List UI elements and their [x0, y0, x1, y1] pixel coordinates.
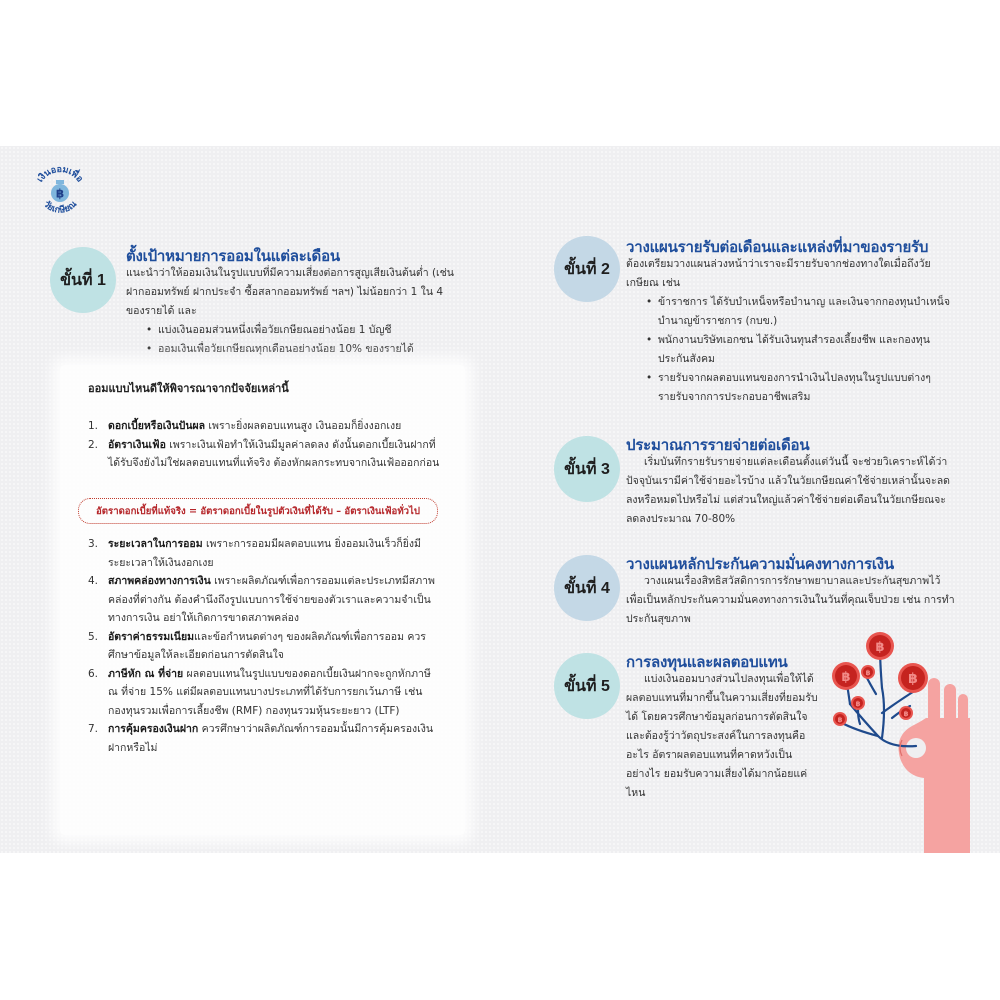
- step-1-body: [126, 264, 456, 359]
- step-2-bullet: • ข้าราชการ ได้รับบำเหน็จหรือบำนาญ และเงินจากกองทุนบำเหน็จบำนาญข้าราชการ (กบข.): [646, 293, 956, 331]
- step-3-badge-label: ขั้นที่ 3: [564, 460, 610, 478]
- svg-text:฿: ฿: [903, 710, 909, 718]
- factor-item: [88, 720, 440, 757]
- step-3-title: ประมาณการรายจ่ายต่อเดือน: [626, 436, 810, 454]
- step-5-body: แบ่งเงินออมบางส่วนไปลงทุนเพื่อให้ได้ผลตอบแทนที่มากขึ้นในความเสี่ยงที่ยอมรับได้ โดยควรศึกษาข้อมูลก่อนการตัดสินใจและต้องรู้ว่าวัตถุประสงค์ในการลงทุนคืออะไร อัตราผลตอบแทนที่คาดหวังเป็นอย่างไร ยอมรับความเสี่ยงได้มากน้อยแค่ไหน: [626, 673, 818, 799]
- baht-coin-icon: [898, 663, 928, 693]
- step-2-bullet: • รายรับจากผลตอบแทนของการนำเงินไปลงทุนในรูปแบบต่างๆ รายรับจากการประกอบอาชีพเสริม: [646, 369, 956, 407]
- step-1-badge-label: ขั้นที่ 1: [60, 271, 106, 289]
- svg-text:฿: ฿: [837, 716, 843, 724]
- baht-coin-icon: [833, 712, 847, 726]
- step-4-body: วางแผนเรื่องสิทธิสวัสดิการการรักษาพยาบาลและประกันสุขภาพไว้เพื่อเป็นหลักประกันความมั่นคงทางการเงินในวันที่คุณเจ็บป่วย เช่น การทำประกันสุขภาพ: [626, 575, 955, 625]
- hand: [899, 678, 971, 853]
- factor-item: [88, 417, 440, 436]
- factors-list-a: [88, 417, 440, 473]
- logo-top-text: เงินออมเพื่อ: [35, 164, 85, 185]
- factor-text: เพราะยิ่งผลตอบแทนสูง เงินออมก็ยิ่งงอกเงย: [205, 420, 402, 432]
- svg-text:฿: ฿: [855, 700, 861, 708]
- step-2-title: วางแผนรายรับต่อเดือนและแหล่งที่มาของรายรับ: [626, 238, 929, 256]
- factor-number: 7.: [88, 723, 99, 735]
- baht-coin-icon: [861, 665, 875, 679]
- step-2-badge: [554, 236, 620, 302]
- baht-coin-icon: [866, 632, 894, 660]
- factor-item: [88, 436, 440, 473]
- baht-coin-icon: [851, 696, 865, 710]
- factor-text: และข้อกำหนดต่างๆ ของผลิตภัณฑ์เพื่อการออม ควรศึกษาข้อมูลให้ละเอียดก่อนการตัดสินใจ: [108, 630, 426, 661]
- logo-baht-symbol: ฿: [55, 186, 65, 201]
- real-interest-formula: [78, 498, 438, 524]
- svg-text:฿: ฿: [865, 669, 871, 677]
- savings-logo: [28, 160, 92, 224]
- svg-text:฿: ฿: [875, 640, 885, 655]
- step-4-badge: [554, 555, 620, 621]
- factor-text: ควรศึกษาว่าผลิตภัณฑ์การออมนั้นมีการคุ้มครองเงินฝากหรือไม่: [108, 723, 434, 754]
- factor-text: เพราะผลิตภัณฑ์เพื่อการออมแต่ละประเภทมีสภาพคล่องที่ต่างกัน ต้องคำนึงถึงรูปแบบการใช้จ่ายของตัวเราและความจำเป็นทางการเงิน อย่าให้เกิดการขาดสภาพคล่อง: [108, 575, 435, 624]
- step-2-bullet: • พนักงานบริษัทเอกชน ได้รับเงินทุนสำรองเลี้ยงชีพ และกองทุนประกันสังคม: [646, 331, 956, 369]
- factor-number: 4.: [88, 575, 99, 587]
- baht-coin-icon: [832, 662, 860, 690]
- step-1-bullet: • แบ่งเงินออมส่วนหนึ่งเพื่อวัยเกษียณอย่างน้อย 1 บัญชี: [146, 321, 456, 340]
- step-1-title: ตั้งเป้าหมายการออมในแต่ละเดือน: [126, 247, 340, 265]
- factors-list-b: [88, 535, 440, 757]
- factor-bold: อัตราเงินเฟ้อ: [108, 438, 166, 451]
- money-bag-knot: [56, 180, 64, 184]
- factor-number: 5.: [88, 630, 99, 643]
- factor-item: [88, 572, 440, 628]
- factor-number: 3.: [88, 538, 99, 550]
- logo-bottom-text: วัยเกษียณ: [41, 199, 79, 216]
- svg-text:฿: ฿: [841, 670, 851, 685]
- step-5-badge: [554, 653, 620, 719]
- formula-text: อัตราดอกเบี้ยที่แท้จริง = อัตราดอกเบี้ยในรูปตัวเงินที่ได้รับ – อัตราเงินเฟ้อทั่วไป: [96, 505, 420, 517]
- factor-bold: การคุ้มครองเงินฝาก: [108, 723, 199, 735]
- factor-number: 6.: [88, 667, 99, 680]
- step-3-body: เริ่มบันทึกรายรับรายจ่ายแต่ละเดือนตั้งแต่วันนี้ จะช่วยวิเคราะห์ได้ว่าปัจจุบันเรามีค่าใช้จ่ายอะไรบ้าง แล้วในวัยเกษียณค่าใช้จ่ายเหล่านั้นจะลดลงหรือหมดไปหรือไม่ แต่ส่วนใหญ่แล้วค่าใช้จ่ายต่อเดือนในวัยเกษียณจะลดลงประมาณ 70-80%: [626, 456, 950, 525]
- step-4-title: วางแผนหลักประกันความมั่นคงทางการเงิน: [626, 555, 894, 573]
- step-2-text: ต้องเตรียมวางแผนล่วงหน้าว่าเราจะมีรายรับจากช่องทางใดเมื่อถึงวัยเกษียณ เช่น: [626, 258, 931, 289]
- factor-item: [88, 628, 440, 665]
- factor-text: ผลตอบแทนในรูปแบบของดอกเบี้ยเงินฝากจะถูกหักภาษี ณ ที่จ่าย 15% แต่มีผลตอบแทนบางประเภทที่ได้รับการยกเว้นภาษี เช่น กองทุนรวมเพื่อการเลี้ยงชีพ (RMF) กองทุนรวมหุ้นระยะยาว (LTF): [108, 667, 431, 717]
- factor-bold: สภาพคล่องทางการเงิน: [108, 575, 211, 587]
- step-1-text: แนะนำว่าให้ออมเงินในรูปแบบที่มีความเสี่ยงต่อการสูญเสียเงินต้นต่ำ (เช่น ฝากออมทรัพย์ ฝากประจำ ซื้อสลากออมทรัพย์ ฯลฯ) ไม่น้อยกว่า 1 ใน 4 ของรายได้ และ: [126, 267, 454, 317]
- factor-bold: ดอกเบี้ยหรือเงินปันผล: [108, 420, 206, 432]
- step-4-badge-label: ขั้นที่ 4: [564, 579, 610, 597]
- factor-number: 2.: [88, 438, 99, 451]
- factor-number: 1.: [88, 420, 99, 432]
- step-2-badge-label: ขั้นที่ 2: [564, 260, 610, 278]
- step-5-title: การลงทุนและผลตอบแทน: [626, 653, 788, 671]
- factor-text: เพราะเงินเฟ้อทำให้เงินมีมูลค่าลดลง ดังนั้นดอกเบี้ยเงินฝากที่ได้รับจึงยังไม่ใช่ผลตอบแทนที่แท้จริง ต้องหักผลกระทบจากเงินเฟ้อออกก่อน: [108, 438, 440, 469]
- factor-item: [88, 665, 440, 721]
- factor-item: [88, 535, 440, 572]
- factor-text: เพราะการออมมีผลตอบแทน ยิ่งออมเงินเร็วก็ยิ่งมีระยะเวลาให้เงินงอกเงย: [108, 538, 421, 569]
- factor-bold: ภาษีหัก ณ ที่จ่าย: [108, 667, 184, 680]
- baht-coin-icon: [899, 706, 913, 720]
- svg-text:฿: ฿: [908, 671, 918, 687]
- step-1-badge: [50, 247, 116, 313]
- factors-heading: ออมแบบไหนดีให้พิจารณาจากปัจจัยเหล่านี้: [88, 382, 289, 395]
- factor-bold: ระยะเวลาในการออม: [108, 538, 203, 550]
- step-1-bullet: • ออมเงินเพื่อวัยเกษียณทุกเดือนอย่างน้อย 10% ของรายได้: [146, 340, 456, 359]
- baht-coins: [832, 632, 928, 726]
- hand-holding-baht-coin-tree-icon: [820, 618, 990, 853]
- factor-bold: อัตราค่าธรรมเนียม: [108, 630, 195, 643]
- step-2-body: [626, 255, 956, 407]
- step-3-badge: [554, 436, 620, 502]
- step-5-badge-label: ขั้นที่ 5: [564, 677, 610, 695]
